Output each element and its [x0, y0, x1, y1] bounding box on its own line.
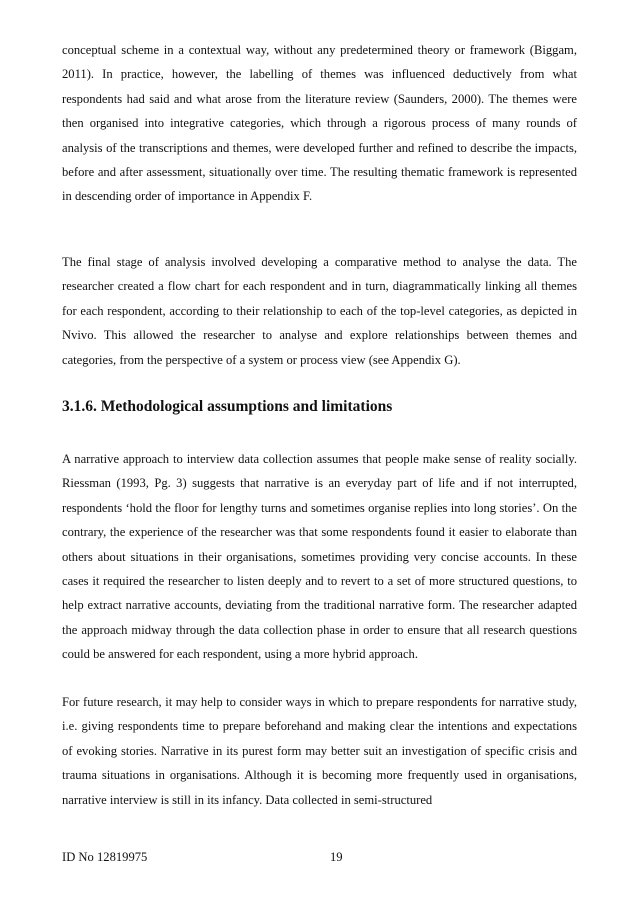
- paragraph-analysis-themes: conceptual scheme in a contextual way, without any predetermined theory or framework (Biggam, 2011). In practice, however, the labelling of themes was influenced deductively from what respondents had said and what arose from the literature review (Saunders, 2000). The themes were then organised into integrative categories, which through a rigorous process of many rounds of analysis of the transcriptions and themes, were developed further and refined to describe the impacts, before and after assessment, situationally over time. The resulting thematic framework is represented in descending order of importance in Appendix F.: [62, 43, 577, 204]
- page-number: 19: [330, 850, 343, 864]
- section-heading: 3.1.6. Methodological assumptions and limitations: [62, 398, 393, 415]
- footer-id-number: ID No 12819975: [62, 850, 148, 864]
- paragraph-comparative-method: The final stage of analysis involved developing a comparative method to analyse the data. The researcher created a flow chart for each respondent and in turn, diagrammatically linking all themes for each respondent, according to their relationship to each of the top-level categories, as depicted in Nvivo. This allowed the researcher to analyse and explore relationships between themes and categories, from the perspective of a system or process view (see Appendix G).: [62, 255, 577, 367]
- paragraph-narrative-approach: A narrative approach to interview data collection assumes that people make sense of reality socially. Riessman (1993, Pg. 3) suggests that narrative is an everyday part of life and if not interrupted, respondents ‘hold the floor for lengthy turns and sometimes organise replies into long stories’. On the contrary, the experience of the researcher was that some respondents found it easier to elaborate than others about situations in their organisations, sometimes providing very concise accounts. In these cases it required the researcher to listen deeply and to revert to a set of more structured questions, to help extract narrative accounts, deviating from the traditional narrative form. The researcher adapted the approach midway through the data collection phase in order to ensure that all research questions could be answered for each respondent, using a more hybrid approach.: [62, 452, 577, 662]
- paragraph-future-research: For future research, it may help to consider ways in which to prepare respondents for narrative study, i.e. giving respondents time to prepare beforehand and making clear the intentions and expectations of evoking stories. Narrative in its purest form may better suit an investigation of specific crisis and trauma situations in organisations. Although it is becoming more frequently used in organisations, narrative interview is still in its infancy. Data collected in semi-structured: [62, 695, 577, 807]
